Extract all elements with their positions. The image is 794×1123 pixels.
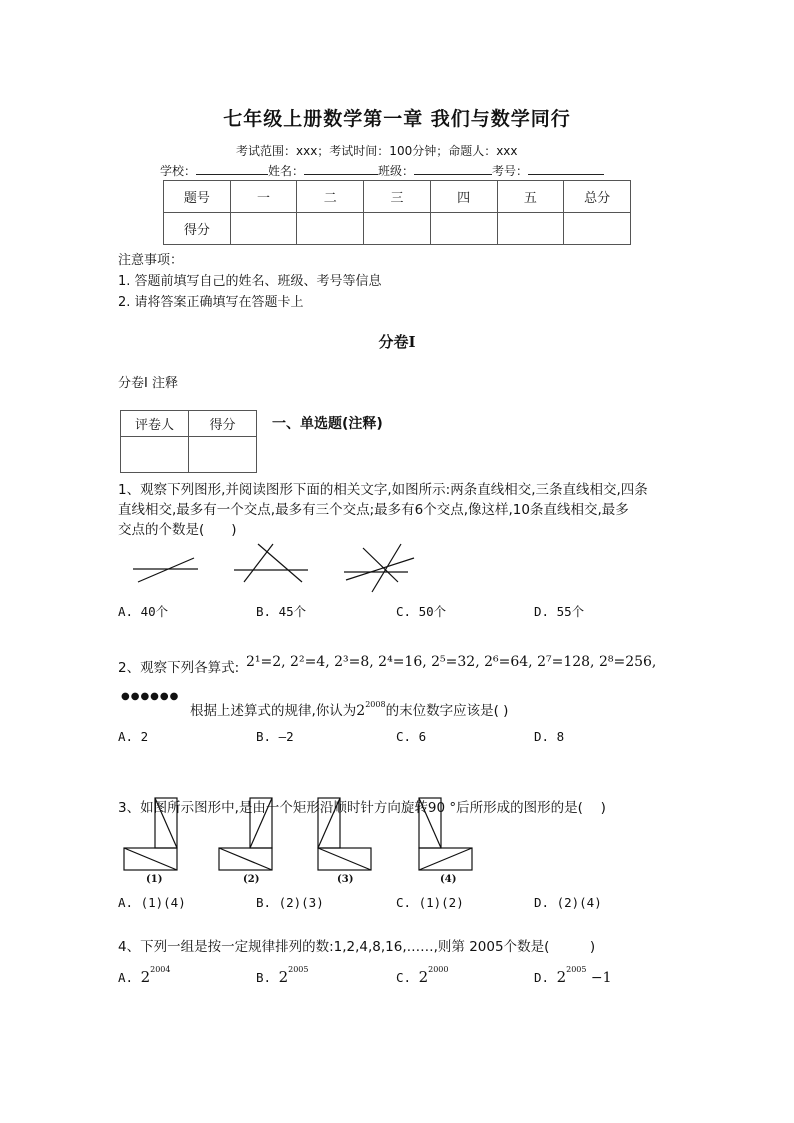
q2-lead: 2、观察下列各算式: <box>118 660 240 676</box>
name-label: 姓名： <box>268 164 305 178</box>
figure-4 <box>419 798 472 870</box>
q2-option-a[interactable]: A. 2 <box>118 729 149 744</box>
notes-item: 2. 请将答案正确填写在答题卡上 <box>118 295 304 310</box>
four-lines-figure <box>344 544 414 592</box>
figure-2 <box>219 798 272 870</box>
exam-info: 考试范围：xxx；考试时间：100分钟；命题人：xxx <box>236 144 518 158</box>
q2-formula: 2¹=2, 2²=4, 2³=8, 2⁴=16, 2⁵=32, 2⁶=64, 2⁷=128, 2⁸=256, <box>246 654 657 670</box>
q1-text-line: 直线相交,最多有一个交点,最多有三个交点;最多有6个交点,像这样,10条直线相交,最多 <box>118 502 629 518</box>
section-title: 分卷I <box>378 333 416 351</box>
score-table <box>163 180 631 245</box>
q4-option-prefix: C. <box>396 970 419 985</box>
score-cell: 四 <box>430 181 497 213</box>
q4-option-suffix: −1 <box>586 970 612 986</box>
exam-no-blank[interactable] <box>528 163 604 175</box>
score-input-cell[interactable] <box>564 213 631 245</box>
score-cell: 题号 <box>164 181 231 213</box>
figure-3 <box>318 798 371 870</box>
section-note: 分卷I 注释 <box>118 376 178 391</box>
name-blank[interactable] <box>304 163 378 175</box>
part-title: 一、单选题(注释) <box>272 416 383 432</box>
q2-option-b[interactable]: B. —2 <box>256 729 294 744</box>
school-label: 学校： <box>160 164 197 178</box>
q1-option-b[interactable]: B. 45个 <box>256 604 307 619</box>
score-cell: 三 <box>364 181 431 213</box>
notes-item: 1. 答题前填写自己的姓名、班级、考号等信息 <box>118 274 382 289</box>
score-row-label: 得分 <box>164 213 231 245</box>
score-cell: 总分 <box>564 181 631 213</box>
q3-option-a[interactable]: A. (1)(4) <box>118 895 186 910</box>
q1-text-line: 1、观察下列图形,并阅读图形下面的相关文字,如图所示:两条直线相交,三条直线相交,四条 <box>118 482 648 498</box>
q4-option-c[interactable] <box>396 964 449 986</box>
q4-option-prefix: A. <box>118 970 141 985</box>
student-info-line <box>160 162 604 179</box>
q4-option-d[interactable] <box>534 964 612 986</box>
score-input-cell[interactable] <box>497 213 564 245</box>
score-cell: 五 <box>497 181 564 213</box>
q3-option-c[interactable]: C. (1)(2) <box>396 895 464 910</box>
class-blank[interactable] <box>414 163 492 175</box>
q4-option-exp: 2005 <box>566 964 587 974</box>
q3-option-b[interactable]: B. (2)(3) <box>256 895 324 910</box>
q1-figures <box>118 540 438 600</box>
grader-score-input-cell[interactable] <box>189 437 257 473</box>
q4-option-a[interactable] <box>118 964 171 986</box>
q4-option-exp: 2000 <box>428 964 449 974</box>
figure-1 <box>124 798 177 870</box>
q1-text-line: 交点的个数是( ) <box>118 522 237 538</box>
score-input-cell[interactable] <box>230 213 297 245</box>
q4-option-base: 2 <box>140 968 151 986</box>
q4-option-b[interactable] <box>256 964 309 986</box>
score-cell: 一 <box>230 181 297 213</box>
score-input-cell[interactable] <box>430 213 497 245</box>
grader-label: 评卷人 <box>121 411 189 437</box>
q2-option-d[interactable]: D. 8 <box>534 729 565 744</box>
q3-fig-label: (2) <box>243 874 260 885</box>
q3-fig-label: (1) <box>146 874 163 885</box>
q4-text: 4、下列一组是按一定规律排列的数:1,2,4,8,16,……,则第 2005个数是( ) <box>118 939 596 955</box>
notes-heading: 注意事项： <box>118 253 184 268</box>
q2-power-base: 2 <box>356 703 366 719</box>
score-table-header-row <box>164 181 631 213</box>
class-label: 班级： <box>378 164 415 178</box>
q4-option-exp: 2005 <box>288 964 309 974</box>
grader-input-cell[interactable] <box>121 437 189 473</box>
score-table-score-row <box>164 213 631 245</box>
grader-score-label: 得分 <box>189 411 257 437</box>
exam-no-label: 考号： <box>492 164 529 178</box>
score-cell: 二 <box>297 181 364 213</box>
q2-dots: ●●●●●● <box>121 691 180 702</box>
score-input-cell[interactable] <box>364 213 431 245</box>
q2-text-b: 的末位数字应该是( ) <box>385 703 509 719</box>
q1-option-c[interactable]: C. 50个 <box>396 604 447 619</box>
q2-text-a: 根据上述算式的规律,你认为 <box>190 703 357 719</box>
q4-option-prefix: D. <box>534 970 557 985</box>
grader-table <box>120 410 257 473</box>
q3-option-d[interactable]: D. (2)(4) <box>534 895 602 910</box>
q4-option-base: 2 <box>418 968 429 986</box>
q2-question <box>190 699 508 719</box>
q3-fig-label: (4) <box>440 874 457 885</box>
q1-option-d[interactable]: D. 55个 <box>534 604 585 619</box>
three-lines-figure <box>234 544 308 582</box>
two-lines-figure <box>133 558 198 582</box>
q3-figures <box>118 790 488 888</box>
q3-text: 3、如图所示图形中,是由一个矩形沿顺时针方向旋转90 °后所形成的图形的是( ) <box>118 800 606 816</box>
school-blank[interactable] <box>196 163 268 175</box>
q4-option-exp: 2004 <box>150 964 171 974</box>
q1-option-a[interactable]: A. 40个 <box>118 604 169 619</box>
q4-option-prefix: B. <box>256 970 279 985</box>
q2-power-exp: 2008 <box>365 699 386 709</box>
q3-fig-label: (3) <box>337 874 354 885</box>
q4-option-base: 2 <box>556 968 567 986</box>
q2-option-c[interactable]: C. 6 <box>396 729 427 744</box>
score-input-cell[interactable] <box>297 213 364 245</box>
q4-option-base: 2 <box>278 968 289 986</box>
page-title: 七年级上册数学第一章 我们与数学同行 <box>223 108 571 130</box>
